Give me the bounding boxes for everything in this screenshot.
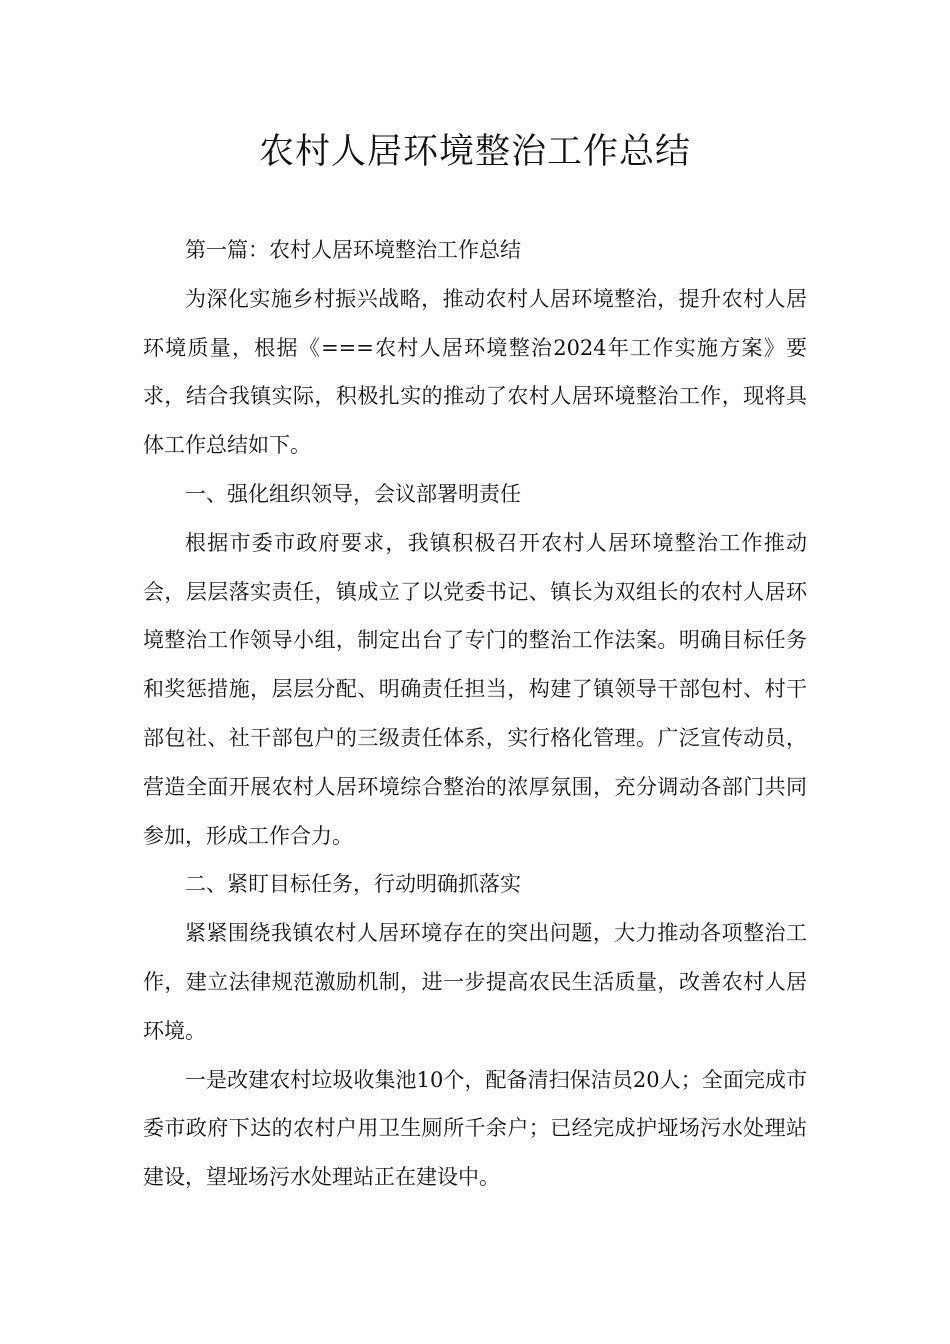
paragraph: 为深化实施乡村振兴战略，推动农村人居环境整治，提升农村人居环境质量，根据《===农村人居环境整治2024年工作实施方案》要求，结合我镇实际，积极扎实的推动了农村人居环境整治工作，现将具体工作总结如下。 — [143, 286, 807, 458]
paragraph-heading: 第一篇：农村人居环境整治工作总结 — [185, 238, 521, 262]
section-heading: 二、紧盯目标任务，行动明确抓落实 — [185, 872, 521, 897]
paragraph: 紧紧围绕我镇农村人居环境存在的突出问题，大力推动各项整治工作，建立法律规范激励机制，进一步提高农民生活质量，改善农村人居环境。 — [143, 921, 807, 1043]
document-title: 农村人居环境整治工作总结 — [258, 132, 691, 172]
document-body — [143, 226, 807, 1202]
paragraph: 一是改建农村垃圾收集池10个，配备清扫保洁员20人；全面完成市委市政府下达的农村户用卫生厕所千余户；已经完成护垭场污水处理站建设，望垭场污水处理站正在建设中。 — [143, 1067, 807, 1190]
section-heading: 一、强化组织领导，会议部署明责任 — [185, 481, 521, 506]
paragraph: 根据市委市政府要求，我镇积极召开农村人居环境整治工作推动会，层层落实责任，镇成立了以党委书记、镇长为双组长的农村人居环境整治工作领导小组，制定出台了专门的整治工作法案。明确目标任务和奖惩措施，层层分配、明确责任担当，构建了镇领导干部包村、村干部包社、社干部包户的三级责任体系，实行格化管理。广泛宣传动员，营造全面开展农村人居环境综合整治的浓厚氛围，充分调动各部门共同参加，形成工作合力。 — [143, 530, 807, 848]
